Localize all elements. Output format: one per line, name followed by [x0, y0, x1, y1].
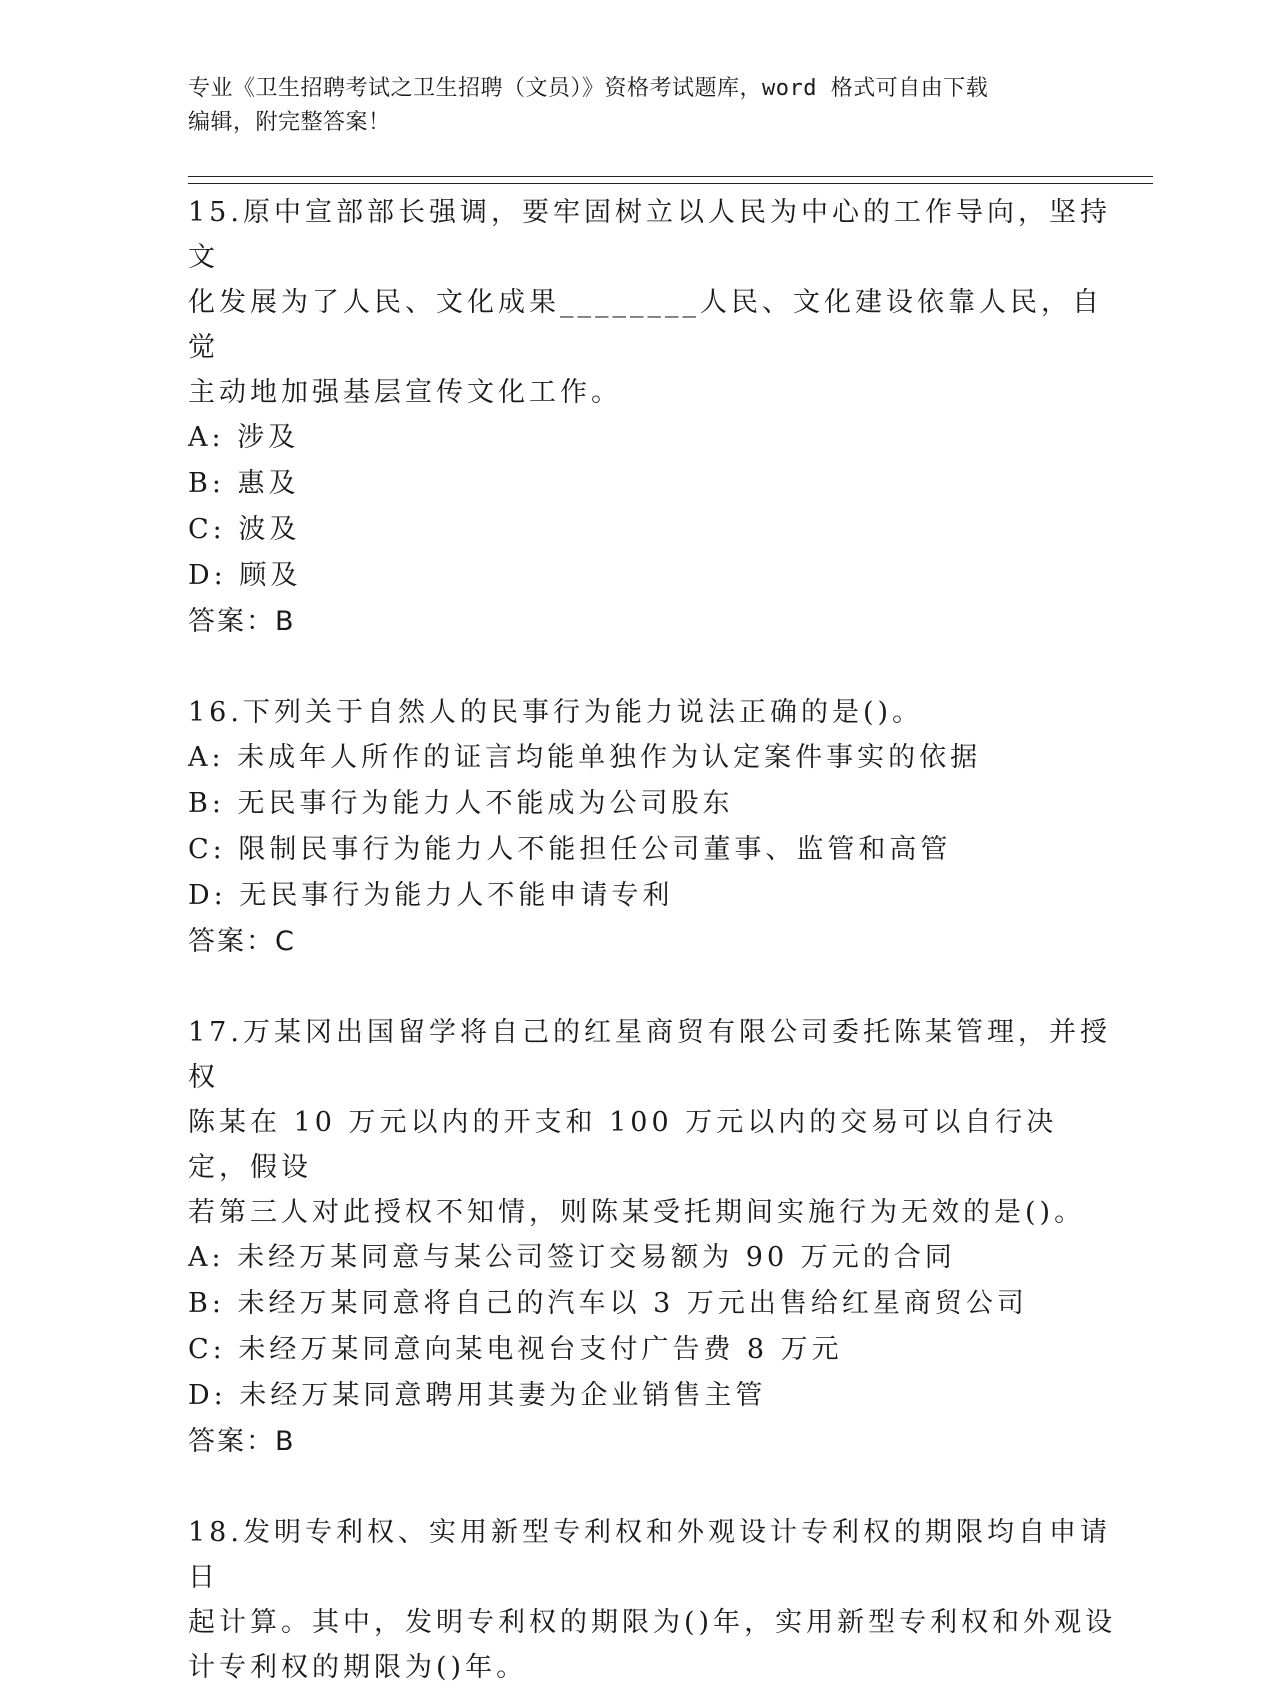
header-rule-bottom — [188, 183, 1153, 184]
option-d: D: 未经万某同意聘用其妻为企业销售主管 — [188, 1380, 767, 1411]
option-b: B: 无民事行为能力人不能成为公司股东 — [188, 788, 734, 819]
question-text-line: 15.原中宣部部长强调，要牢固树立以人民为中心的工作导向，坚持文 — [188, 197, 1111, 273]
question-text-line: 计专利权的期限为()年。 — [188, 1652, 528, 1683]
question-17 — [188, 1010, 1118, 1465]
answer-label: 答案：B — [188, 606, 296, 637]
question-text-line: 起计算。其中，发明专利权的期限为()年，实用新型专利权和外观设 — [188, 1607, 1117, 1638]
spacer — [188, 965, 1118, 1010]
option-a: A: 涉及 — [188, 422, 300, 453]
option-a: A: 未成年人所作的证言均能单独作为认定案件事实的依据 — [188, 742, 982, 773]
option-c: C: 限制民事行为能力人不能担任公司董事、监管和高管 — [188, 834, 952, 865]
option-a: A: 未经万某同意与某公司签订交易额为 90 万元的合同 — [188, 1242, 956, 1273]
question-text-line: 若第三人对此授权不知情，则陈某受托期间实施行为无效的是()。 — [188, 1197, 1086, 1228]
question-18 — [188, 1510, 1118, 1690]
question-text-line: 陈某在 10 万元以内的开支和 100 万元以内的交易可以自行决定，假设 — [188, 1107, 1058, 1183]
question-text-line: 16.下列关于自然人的民事行为能力说法正确的是()。 — [188, 697, 924, 728]
question-list — [188, 190, 1118, 1690]
header-line-1: 专业《卫生招聘考试之卫生招聘（文员）》资格考试题库，word 格式可自由下载 — [188, 76, 989, 101]
spacer — [188, 1465, 1118, 1510]
answer-label: 答案：B — [188, 1426, 296, 1457]
question-16 — [188, 690, 1118, 965]
question-text-line: 17.万某冈出国留学将自己的红星商贸有限公司委托陈某管理，并授权 — [188, 1017, 1111, 1093]
document-header — [188, 72, 1078, 140]
header-rule-top — [188, 176, 1153, 177]
option-d: D: 无民事行为能力人不能申请专利 — [188, 880, 674, 911]
question-text-line: 18.发明专利权、实用新型专利权和外观设计专利权的期限均自申请日 — [188, 1517, 1111, 1593]
option-b: B: 未经万某同意将自己的汽车以 3 万元出售给红星商贸公司 — [188, 1288, 1028, 1319]
header-line-2: 编辑，附完整答案！ — [188, 110, 391, 135]
question-text-line: 化发展为了人民、文化成果________人民、文化建设依靠人民，自觉 — [188, 287, 1103, 363]
spacer — [188, 645, 1118, 690]
question-text-line: 主动地加强基层宣传文化工作。 — [188, 377, 622, 408]
answer-label: 答案：C — [188, 926, 296, 957]
question-15 — [188, 190, 1118, 645]
option-c: C: 波及 — [188, 514, 301, 545]
option-d: D: 顾及 — [188, 560, 302, 591]
option-c: C: 未经万某同意向某电视台支付广告费 8 万元 — [188, 1334, 843, 1365]
option-b: B: 惠及 — [188, 468, 300, 499]
